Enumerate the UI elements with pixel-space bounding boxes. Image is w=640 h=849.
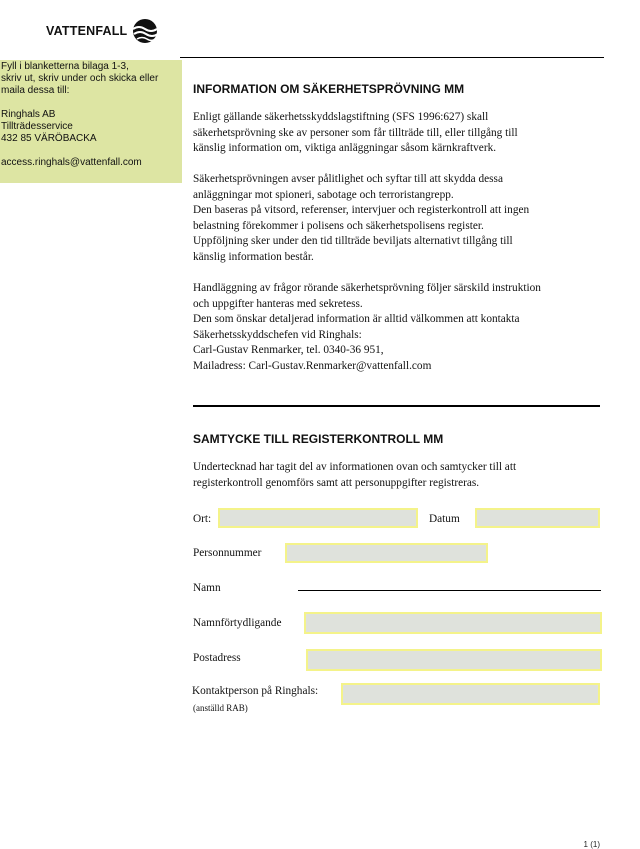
text-line: Undertecknad har tagit del av informationen ovan och samtycker till att [193,461,517,473]
text-line: och uppgifter hanteras med sekretess. [193,297,363,310]
header-rule [180,57,604,58]
postadress-label: Postadress [193,652,241,664]
section-divider [193,405,600,407]
instructions-box [0,60,182,183]
text-line: Handläggning av frågor rörande säkerhetsprövning följer särskild instruktion [193,282,541,294]
text-line: känslig information om, viktiga anläggningar såsom kärnkraftverk. [193,142,497,154]
text-line: Den som önskar detaljerad information är alltid välkommen att kontakta [193,313,520,325]
text-line: Den baseras på vitsord, referenser, intervjuer och registerkontroll att ingen [193,204,530,216]
email-address[interactable]: access.ringhals@vattenfall.com [1,157,142,168]
contact-email: Mailadress: Carl-Gustav.Renmarker@vattenfall.com [193,359,432,372]
text-line: Enligt gällande säkerhetsskyddslagstiftning (SFS 1996:627) skall [193,111,489,123]
namn-label: Namn [193,582,221,594]
kontaktperson-label: Kontaktperson på Ringhals: [192,685,319,697]
company-name: Ringhals AB [1,109,56,120]
consent-paragraph [193,460,516,491]
postadress-input[interactable] [306,649,602,671]
ort-label: Ort: [193,513,212,525]
instruction-gap [1,97,182,109]
text-line: belastning förekommer i polisens och säkerhetspolisens register. [193,219,484,232]
instruction-line: skriv ut, skriv under och skicka eller [1,73,159,84]
namnfortydligande-input[interactable] [304,612,602,634]
ort-input[interactable] [218,508,418,528]
namnfortydligande-label: Namnförtydligande [193,617,282,629]
postal-address: 432 85 VÄRÖBACKA [1,133,97,144]
page-number: 1 (1) [583,840,600,849]
info-paragraph-3 [193,281,541,374]
vattenfall-emblem-icon [131,17,159,45]
text-line: anläggningar mot spioneri, sabotage och terroristangrepp. [193,188,454,201]
consent-heading: SAMTYCKE TILL REGISTERKONTROLL MM [193,432,444,446]
kontaktperson-input[interactable] [341,683,600,705]
instruction-gap [1,145,182,157]
personnummer-input[interactable] [285,543,488,563]
department: Tillträdesservice [1,121,73,132]
info-paragraph-1 [193,110,518,157]
logo-text: VATTENFALL [46,24,128,38]
text-line: känslig information består. [193,250,314,263]
text-line: säkerhetsprövning ske av personer som får tillträde till, eller tillgång till [193,126,518,139]
text-line: Säkerhetsskyddschefen vid Ringhals: [193,328,362,341]
text-line: Uppföljning sker under den tid tillträde beviljats alternativt tillgång till [193,235,513,247]
text-line: Säkerhetsprövningen avser pålitlighet och syftar till att skydda dessa [193,173,503,185]
info-paragraph-2 [193,172,529,265]
info-heading: INFORMATION OM SÄKERHETSPRÖVNING MM [193,82,465,96]
datum-label: Datum [429,513,460,525]
text-line: Carl-Gustav Renmarker, tel. 0340-36 951, [193,344,384,356]
instruction-line: maila dessa till: [1,85,70,96]
signature-line[interactable] [298,590,601,591]
instruction-line: Fyll i blanketterna bilaga 1-3, [1,61,129,72]
vattenfall-logo [46,17,159,45]
text-line: registerkontroll genomförs samt att personuppgifter registreras. [193,476,480,489]
kontaktperson-sublabel: (anställd RAB) [193,703,248,713]
personnummer-label: Personnummer [193,547,262,559]
datum-input[interactable] [475,508,600,528]
